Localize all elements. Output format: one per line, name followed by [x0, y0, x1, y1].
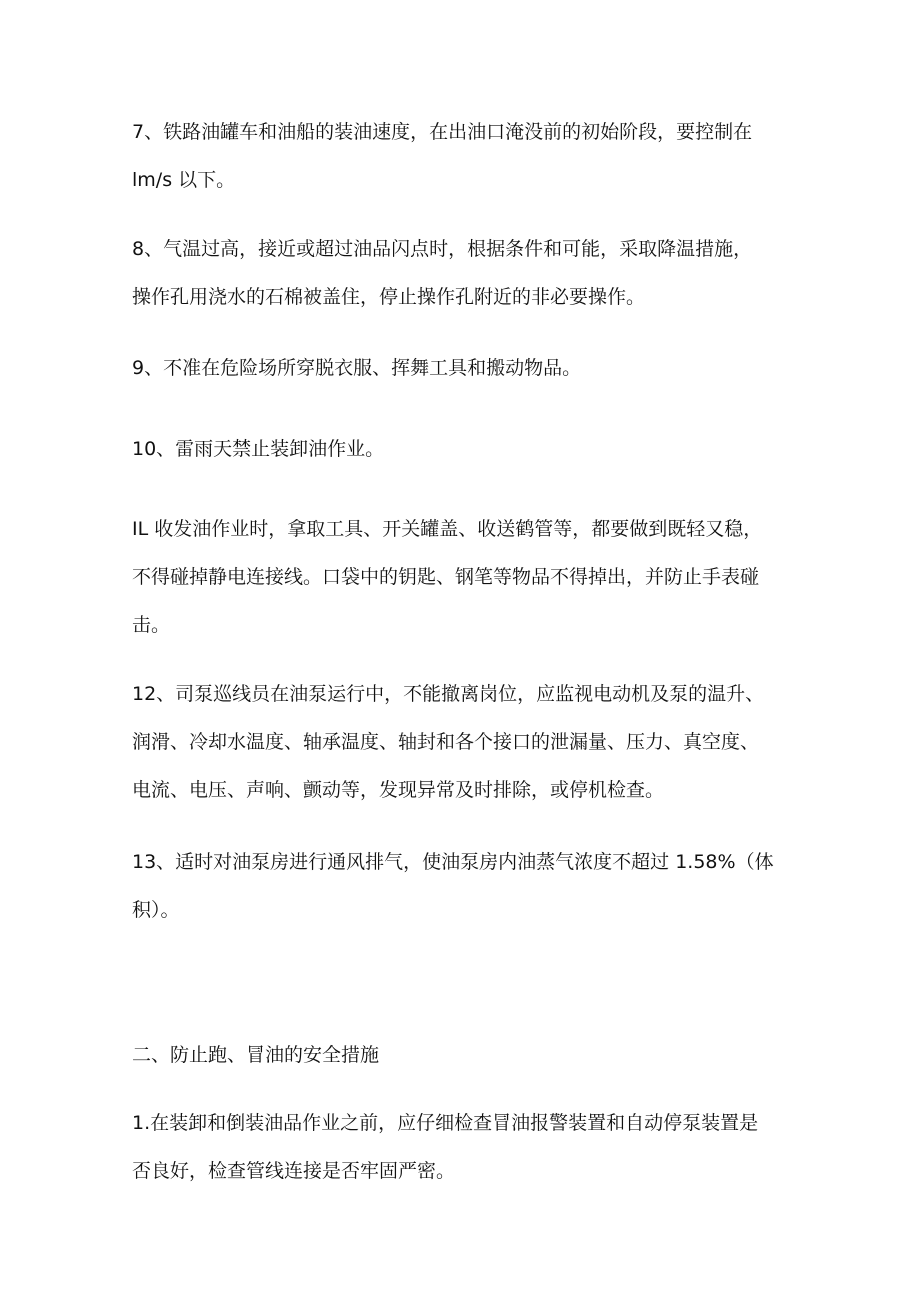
paragraph-line: 12、司泵巡线员在油泵运行中，不能撤离岗位，应监视电动机及泵的温升、 — [132, 683, 765, 705]
paragraph-line: 不得碰掉静电连接线。口袋中的钥匙、钢笔等物品不得掉出，并防止手表碰 — [132, 566, 760, 588]
paragraph-line: 电流、电压、声响、颤动等，发现异常及时排除，或停机检查。 — [132, 779, 665, 801]
paragraph-item-10 — [132, 425, 808, 473]
paragraph-line: IL 收发油作业时，拿取工具、开关罐盖、收送鹤管等，都要做到既轻又稳， — [132, 518, 763, 540]
paragraph-line: 9、不准在危险场所穿脱衣服、挥舞工具和搬动物品。 — [132, 357, 582, 379]
paragraph-line: 1.在装卸和倒装油品作业之前，应仔细检查冒油报警装置和自动停泵装置是 — [132, 1112, 759, 1134]
paragraph-line: lm/s 以下。 — [132, 169, 236, 191]
section-heading — [132, 1031, 808, 1079]
paragraph-line: 10、雷雨天禁止装卸油作业。 — [132, 438, 385, 460]
paragraph-item-13 — [132, 838, 808, 934]
paragraph-line: 击。 — [132, 614, 171, 636]
paragraph-item-8 — [132, 225, 808, 321]
paragraph-item-7 — [132, 108, 808, 204]
paragraph-item-12 — [132, 670, 808, 814]
paragraph-line: 8、气温过高，接近或超过油品闪点时，根据条件和可能，采取降温措施， — [132, 238, 753, 260]
paragraph-item-9 — [132, 344, 808, 392]
paragraph-line: 润滑、冷却水温度、轴承温度、轴封和各个接口的泄漏量、压力、真空度、 — [132, 731, 760, 753]
paragraph-line: 13、适时对油泵房进行通风排气，使油泵房内油蒸气浓度不超过 1.58%（体 — [132, 851, 774, 873]
paragraph-line: 积）。 — [132, 899, 180, 921]
paragraph-line: 否良好，检查管线连接是否牢固严密。 — [132, 1160, 456, 1182]
paragraph-line: 操作孔用浇水的石棉被盖住，停止操作孔附近的非必要操作。 — [132, 286, 646, 308]
paragraph-item-11 — [132, 505, 808, 649]
paragraph-item-1 — [132, 1099, 808, 1195]
section-heading-line: 二、防止跑、冒油的安全措施 — [132, 1044, 380, 1066]
paragraph-line: 7、铁路油罐车和油船的装油速度，在出油口淹没前的初始阶段，要控制在 — [132, 121, 753, 143]
